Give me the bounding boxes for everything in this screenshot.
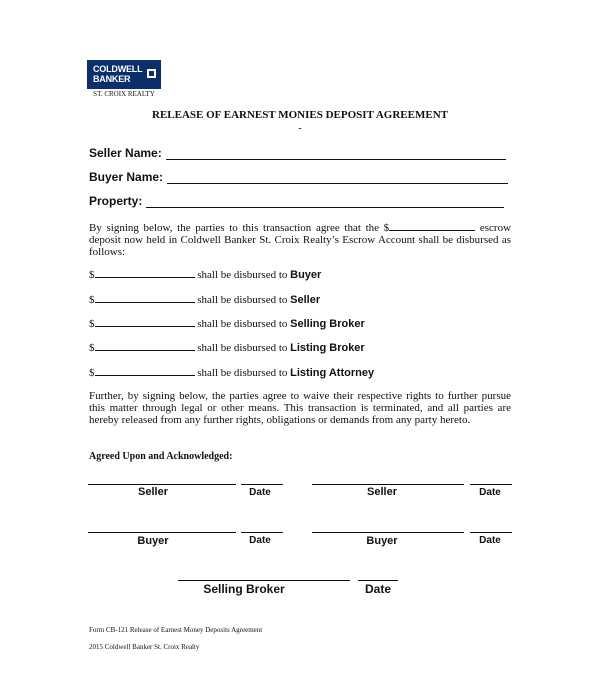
intro-paragraph bbox=[89, 220, 511, 258]
buyer-2-signature-label: Buyer bbox=[366, 535, 398, 547]
dollar-sign: $ bbox=[89, 294, 95, 306]
seller-name-field bbox=[89, 146, 506, 160]
buyer-name-label: Buyer Name: bbox=[89, 170, 164, 184]
buyer-signature-line[interactable] bbox=[88, 532, 236, 533]
intro-text-1: By signing below, the parties to this transaction agree that the $ bbox=[89, 222, 390, 234]
company-logo bbox=[87, 60, 161, 89]
property-label: Property: bbox=[89, 194, 143, 208]
seller-date-label: Date bbox=[249, 487, 271, 498]
disbursement-party: Seller bbox=[290, 294, 321, 306]
footer-copyright: 2015 Coldwell Banker St. Croix Realty bbox=[89, 643, 200, 651]
logo-square-icon bbox=[147, 69, 156, 78]
title-dash: - bbox=[298, 123, 302, 134]
disbursement-text: shall be disbursed to bbox=[197, 318, 288, 330]
agreed-heading: Agreed Upon and Acknowledged: bbox=[89, 451, 233, 462]
selling-broker-date-line[interactable] bbox=[358, 580, 398, 581]
disbursement-party: Listing Attorney bbox=[290, 367, 375, 379]
seller-2-date-line[interactable] bbox=[470, 484, 512, 485]
disbursement-row bbox=[89, 365, 374, 379]
logo-subtitle: ST. CROIX REALTY bbox=[87, 88, 161, 98]
buyer-2-date-label: Date bbox=[479, 535, 501, 546]
intro-text-2: escrow deposit now held in Coldwell Banker St. Croix Realty’s Escrow Account shall be disbursed as follows: bbox=[89, 222, 512, 258]
logo-line-2: BANKER bbox=[93, 74, 131, 84]
seller-2-signature-line[interactable] bbox=[312, 484, 464, 485]
dollar-sign: $ bbox=[89, 318, 95, 330]
seller-2-signature-label: Seller bbox=[367, 486, 397, 498]
disbursement-text: shall be disbursed to bbox=[197, 269, 288, 281]
buyer-name-field bbox=[89, 170, 508, 184]
buyer-name-line[interactable] bbox=[167, 171, 508, 184]
seller-2-date-label: Date bbox=[479, 487, 501, 498]
selling-broker-date-label: Date bbox=[364, 582, 391, 596]
disbursement-text: shall be disbursed to bbox=[197, 367, 288, 379]
property-line[interactable] bbox=[146, 195, 504, 208]
logo-wordmark bbox=[93, 64, 142, 84]
waiver-paragraph: Further, by signing below, the parties agree to waive their respective rights to further pursue this matter through legal or other means. This transaction is terminated, and all parties are hereby released from any further rights, obligations or demands from any party hereto. bbox=[89, 390, 511, 426]
disbursement-party: Selling Broker bbox=[290, 318, 365, 330]
property-field bbox=[89, 194, 504, 208]
seller-name-label: Seller Name: bbox=[89, 146, 162, 160]
buyer-date-line[interactable] bbox=[241, 532, 283, 533]
buyer-signature-label: Buyer bbox=[137, 535, 169, 547]
seller-signature-label: Seller bbox=[138, 486, 168, 498]
disbursement-text: shall be disbursed to bbox=[197, 342, 288, 354]
dollar-sign: $ bbox=[89, 269, 95, 281]
selling-broker-signature-line[interactable] bbox=[178, 580, 350, 581]
disbursement-row bbox=[89, 316, 365, 330]
document-title: RELEASE OF EARNEST MONIES DEPOSIT AGREEMENT bbox=[152, 109, 448, 121]
selling-broker-signature-label: Selling Broker bbox=[203, 582, 285, 596]
seller-signature-line[interactable] bbox=[88, 484, 236, 485]
amount-line-listing-attorney[interactable] bbox=[95, 365, 195, 376]
disbursement-row bbox=[89, 267, 321, 281]
seller-date-line[interactable] bbox=[241, 484, 283, 485]
buyer-date-label: Date bbox=[249, 535, 271, 546]
amount-line-buyer[interactable] bbox=[95, 267, 195, 278]
disbursement-party: Listing Broker bbox=[290, 342, 365, 354]
logo-line-1: COLDWELL bbox=[93, 64, 143, 74]
amount-line-listing-broker[interactable] bbox=[95, 340, 195, 351]
dollar-sign: $ bbox=[89, 367, 95, 379]
buyer-2-signature-line[interactable] bbox=[312, 532, 464, 533]
amount-line-selling-broker[interactable] bbox=[95, 316, 195, 327]
disbursement-row bbox=[89, 340, 365, 354]
footer-form-number: Form CB-121 Release of Earnest Money Deposits Agreement bbox=[89, 626, 263, 634]
seller-name-line[interactable] bbox=[166, 147, 506, 160]
disbursement-row bbox=[89, 292, 320, 306]
buyer-2-date-line[interactable] bbox=[470, 532, 512, 533]
disbursement-text: shall be disbursed to bbox=[197, 294, 288, 306]
deposit-amount-line[interactable] bbox=[389, 220, 475, 231]
disbursement-party: Buyer bbox=[290, 269, 322, 281]
amount-line-seller[interactable] bbox=[95, 292, 195, 303]
dollar-sign: $ bbox=[89, 342, 95, 354]
